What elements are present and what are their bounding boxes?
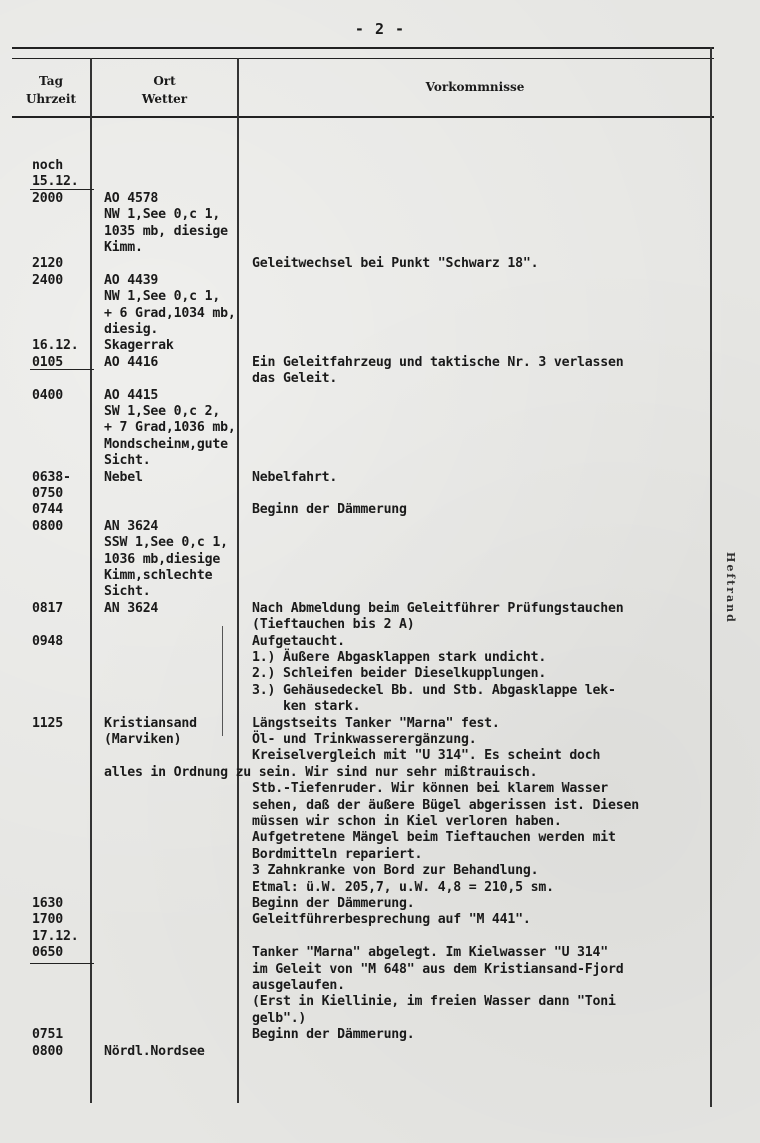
column-divider-2 (237, 58, 239, 1103)
page-number: - 2 - (354, 20, 406, 38)
time-cell: 0800 (32, 518, 63, 534)
place-weather-cell: AO 4439 (104, 272, 159, 288)
column-divider-1 (90, 58, 92, 1103)
event-cell: im Geleit von "M 648" aus dem Kristiansand-Fjord (252, 961, 624, 977)
place-weather-cell: Mondscheinм,gute (104, 436, 228, 452)
event-cell: Kreiselvergleich mit "U 314". Es scheint doch (252, 748, 601, 764)
time-cell: 2400 (32, 272, 63, 288)
event-cell: Beginn der Dämmerung. (252, 896, 415, 911)
table-top-rule (12, 47, 714, 49)
time-cell: 0400 (32, 387, 63, 403)
place-weather-cell: AO 4415 (104, 387, 159, 403)
event-cell: Etmal: ü.W. 205,7, u.W. 4,8 = 210,5 sm. (252, 879, 554, 895)
event-cell: gelb".) (252, 1010, 307, 1026)
time-cell: 0751 (32, 1027, 63, 1043)
place-weather-cell: AO 4578 (104, 190, 159, 206)
pencil-mark (222, 626, 223, 736)
place-weather-cell: NW 1,See 0,c 1, (104, 289, 221, 305)
place-weather-cell: diesig. (104, 322, 159, 337)
place-weather-cell: Kimm,schlechte (104, 568, 213, 583)
time-cell: 0638- (32, 469, 71, 485)
header-place-weather: Ort Wetter (141, 74, 188, 106)
event-cell-wide: alles in Ordnung zu sein. Wir sind nur sehr mißtrauisch. (104, 764, 538, 780)
event-cell: 3.) Gehäusedeckel Bb. und Stb. Abgasklappe lek- (252, 682, 616, 698)
time-cell: 0650 (32, 945, 63, 961)
place-weather-cell: Kristiansand (104, 715, 197, 731)
time-cell: 2120 (32, 256, 63, 272)
event-cell: (Tieftauchen bis 2 A) (252, 617, 415, 633)
event-cell: Geleitwechsel bei Punkt "Schwarz 18". (252, 256, 539, 272)
place-weather-cell: SSW 1,See 0,c 1, (104, 535, 228, 551)
event-cell: 1.) Äußere Abgasklappen stark undicht. (252, 650, 547, 665)
place-weather-cell: AO 4416 (104, 354, 159, 370)
event-cell: Öl- und Trinkwasserergänzung. (252, 732, 477, 747)
event-cell: 2.) Schleifen beider Dieselkupplungen. (252, 666, 547, 682)
time-cell: 0800 (32, 1043, 63, 1059)
time-cell: 0105 (32, 354, 63, 370)
place-weather-cell: Sicht. (104, 453, 151, 469)
event-cell: müssen wir schon in Kiel verloren haben. (252, 814, 562, 829)
time-cell: 2000 (32, 190, 63, 206)
event-cell: das Geleit. (252, 371, 338, 387)
time-cell: 1125 (32, 715, 63, 731)
event-cell: 3 Zahnkranke von Bord zur Behandlung. (252, 863, 539, 879)
table-top-rule-inner (12, 58, 714, 59)
place-weather-cell: Kimm. (104, 240, 143, 255)
event-cell: Nebelfahrt. (252, 469, 338, 485)
time-cell: 0817 (32, 600, 63, 616)
header-events: Vorkommnisse (425, 80, 525, 94)
event-cell: Beginn der Dämmerung (252, 502, 407, 518)
place-weather-cell: Skagerrak (104, 338, 174, 354)
place-weather-cell: Nördl.Nordsee (104, 1043, 205, 1059)
date-rule-17-12 (30, 963, 94, 964)
place-weather-cell: AN 3624 (104, 600, 159, 616)
place-weather-cell: + 7 Grad,1036 mb, (104, 420, 236, 436)
time-cell: 1630 (32, 896, 63, 911)
time-cell: 16.12. (32, 338, 79, 354)
header-bottom-rule (12, 116, 714, 118)
place-weather-cell: AN 3624 (104, 518, 159, 534)
place-weather-cell: Sicht. (104, 584, 151, 600)
event-cell: Nach Abmeldung beim Geleitführer Prüfungstauchen (252, 600, 624, 616)
event-cell: Stb.-Tiefenruder. Wir können bei klarem Wasser (252, 781, 609, 797)
header-day-time: Tag Uhrzeit (25, 74, 77, 106)
event-cell: Tanker "Marna" abgelegt. Im Kielwasser "U 314" (252, 945, 609, 961)
time-cell: 0744 (32, 502, 63, 518)
time-cell: 0750 (32, 486, 63, 501)
event-cell: Ein Geleitfahrzeug und taktische Nr. 3 verlassen (252, 354, 624, 370)
event-cell: Bordmitteln repariert. (252, 846, 423, 862)
time-cell: 1700 (32, 912, 63, 928)
time-cell: 15.12. (32, 174, 79, 190)
event-cell: Geleitführerbesprechung auf "M 441". (252, 912, 531, 928)
place-weather-cell: (Marviken) (104, 732, 182, 747)
place-weather-cell: 1035 mb, diesige (104, 223, 228, 239)
event-cell: Beginn der Dämmerung. (252, 1027, 415, 1043)
place-weather-cell: 1036 mb,diesige (104, 551, 221, 567)
place-weather-cell: Nebel (104, 469, 143, 485)
margin-note-heftrand: Heftrand (724, 552, 737, 624)
place-weather-cell: SW 1,See 0,c 2, (104, 404, 221, 419)
event-cell: (Erst in Kiellinie, im freien Wasser dann "Toni (252, 994, 616, 1010)
place-weather-cell: + 6 Grad,1034 mb, (104, 305, 236, 321)
event-cell: ausgelaufen. (252, 978, 345, 993)
time-cell: 17.12. (32, 928, 79, 944)
table-right-rule (710, 47, 712, 1107)
event-cell: Aufgetaucht. (252, 633, 345, 649)
event-cell: Längstseits Tanker "Marna" fest. (252, 715, 500, 731)
place-weather-cell: NW 1,See 0,c 1, (104, 207, 221, 223)
event-cell: sehen, daß der äußere Bügel abgerissen ist. Diesen (252, 797, 639, 813)
time-cell: 0948 (32, 633, 63, 649)
time-cell: noch (32, 158, 63, 173)
event-cell: ken stark. (252, 699, 361, 715)
event-cell: Aufgetretene Mängel beim Tieftauchen werden mit (252, 830, 616, 846)
